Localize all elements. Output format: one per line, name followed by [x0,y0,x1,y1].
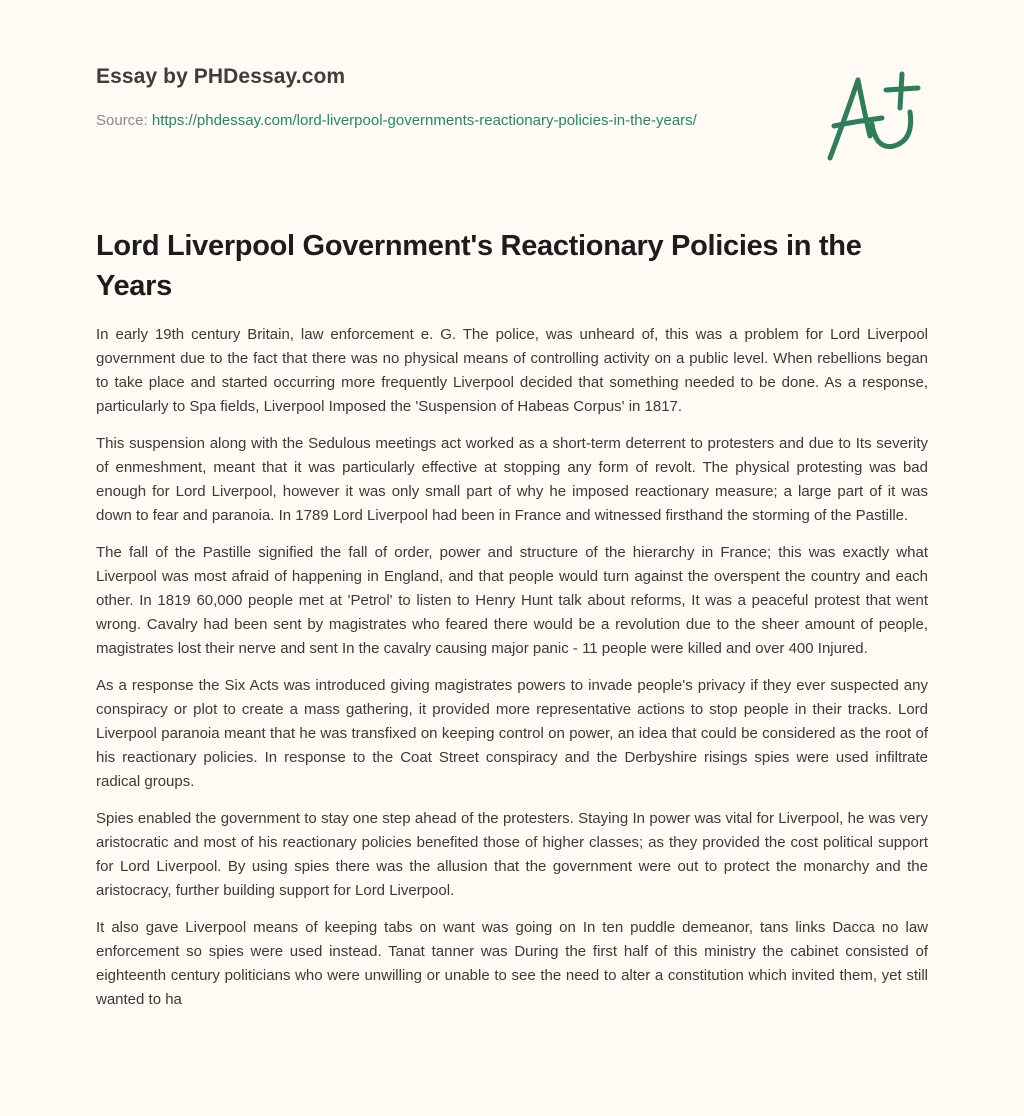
source-link[interactable]: https://phdessay.com/lord-liverpool-governments-reactionary-policies-in-the-years/ [151,112,697,129]
essay-paragraph: The fall of the Pastille signified the fall of order, power and structure of the hierarchy in France; this was exactly what Liverpool was most afraid of happening in England, and that people would turn against the overspent the country and each other. In 1819 60,000 people met at 'Petrol' to listen to Henry Hunt talk about reforms, It was a peaceful protest that went wrong. Cavalry had been sent by magistrates who feared there would be a revolution due to the sheer amount of people, magistrates lost their nerve and sent In the cavalry causing major panic - 11 people were killed and over 400 Injured. [96,544,928,657]
essay-body [96,323,928,1012]
source-line [96,109,736,133]
source-label: Source: [96,112,152,129]
brand-title: Essay by PHDessay.com [96,65,346,88]
essay-title: Lord Liverpool Government's Reactionary Policies in the Years [96,230,862,302]
essay-paragraph: In early 19th century Britain, law enforcement e. G. The police, was unheard of, this was a problem for Lord Liverpool government due to the fact that there was no physical means of controlling activity on a public level. When rebellions began to take place and started occurring more frequently Liverpool decided that something needed to be done. As a response, particularly to Spa fields, Liverpool Imposed the 'Suspension of Habeas Corpus' in 1817. [96,326,928,415]
essay-paragraph: Spies enabled the government to stay one step ahead of the protesters. Staying In power was vital for Liverpool, he was very aristocratic and most of his reactionary policies benefited those of higher classes; as they provided the cost political support for Lord Liverpool. By using spies there was the allusion that the government were out to protect the monarchy and the aristocracy, further building support for Lord Liverpool. [96,810,928,899]
essay-paragraph: As a response the Six Acts was introduced giving magistrates powers to invade people's privacy if they ever suspected any conspiracy or plot to create a mass gathering, it provided more representative actions to stop people in their tracks. Lord Liverpool paranoia meant that he was transfixed on keeping control on power, an idea that could be considered as the root of his reactionary policies. In response to the Coat Street conspiracy and the Derbyshire risings spies were used infiltrate radical groups. [96,677,928,790]
essay-paragraph-truncated: It also gave Liverpool means of keeping tabs on want was going on In ten puddle demeanor, tans links Dacca no law enforcement so spies were used instead. Tanat tanner was During the first half of this ministry the cabinet consisted of eighteenth century politicians who were unwilling or unable to see the need to alter a constitution which invited them, yet still wanted to ha [96,919,928,1008]
page-header [96,62,756,133]
essay-paragraph: This suspension along with the Sedulous meetings act worked as a short-term deterrent to protesters and due to Its severity of enmeshment, meant that it was particularly effective at stopping any form of revolt. The physical protesting was bad enough for Lord Liverpool, however it was only small part of why he imposed reactionary measure; a large part of it was down to fear and paranoia. In 1789 Lord Liverpool had been in France and witnessed firsthand the storming of the Pastille. [96,435,928,524]
a-plus-grade-icon [820,66,930,166]
